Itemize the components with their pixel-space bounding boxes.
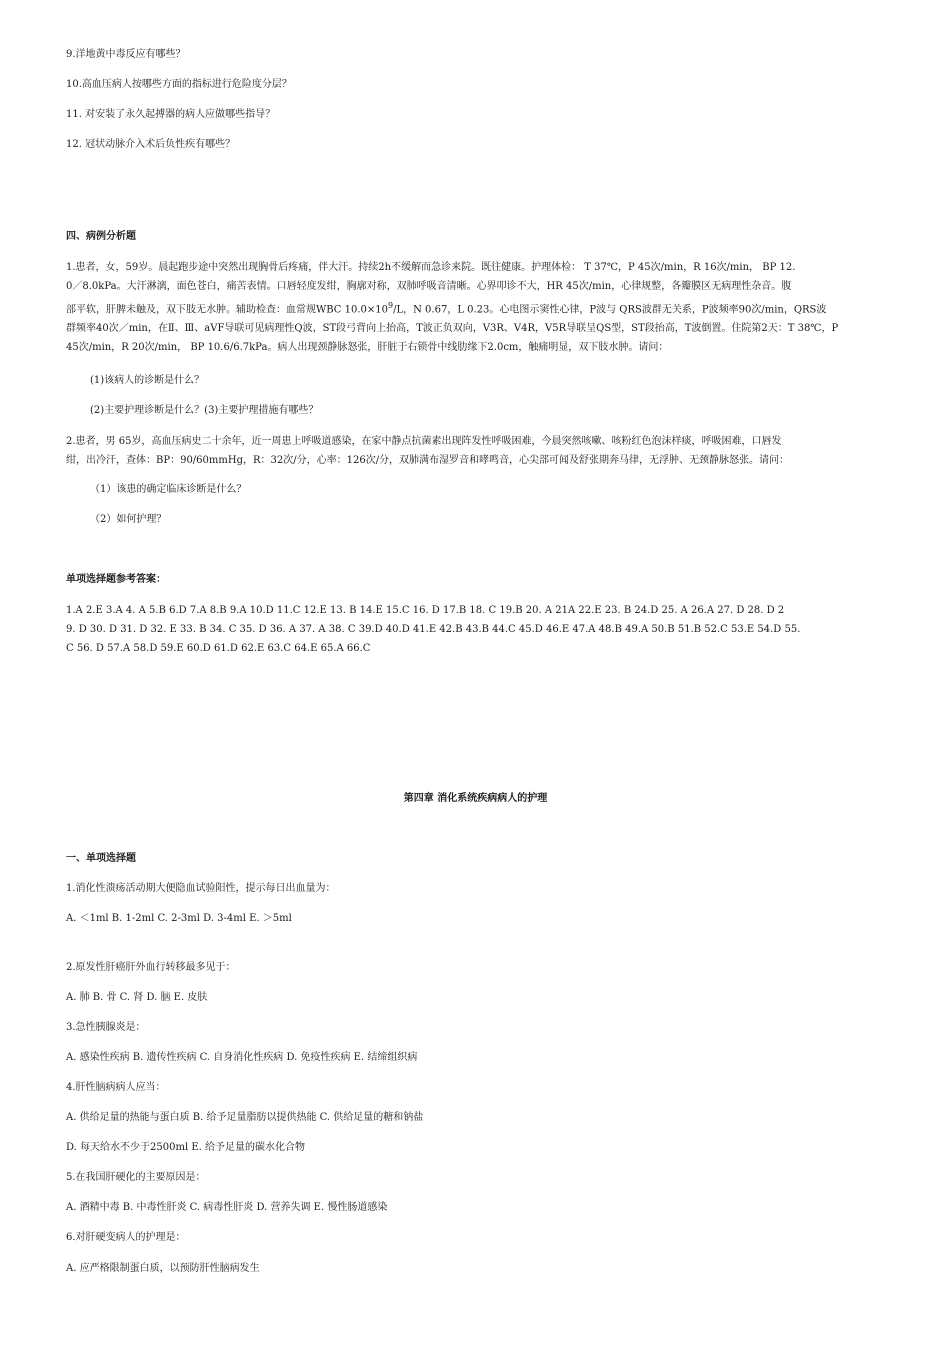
answers-line: 9. D 30. D 31. D 32. E 33. B 34. C 35. D 36. A 37. A 38. C 39.D 40.D 41.E 42.B 43.B 44.C 45.D 46.E 47.A 48.B 49.A 50.B 51.B 52.C 53.E 54.D 55. [66,624,801,635]
superscript-9: 9 [388,301,394,310]
case-1-line-part: /L，N 0.67，L 0.23。心电图示窦性心律，P波与 QRS波群无关系，P波频率90次/min，QRS波 [393,304,827,316]
mcq-options-4a: A. 供给足量的热能与蛋白质 B. 给予足量脂肪以提供热能 C. 供给足量的糖和钠盐 [66,1112,424,1123]
section-title-single-choice: 一、单项选择题 [66,853,136,864]
chapter-title: 第四章 消化系统疾病病人的护理 [403,793,548,804]
mcq-question-5: 5.在我国肝硬化的主要原因是： [66,1172,206,1183]
mcq-options-2: A. 肺 B. 骨 C. 肾 D. 脑 E. 皮肤 [66,992,208,1003]
question-10: 10.高血压病人按哪些方面的指标进行危险度分层？ [66,79,292,90]
case-1-line [66,296,884,319]
mcq-question-4: 4.肝性脑病病人应当： [66,1082,166,1093]
answers-block [66,601,884,658]
mcq-options-3: A. 感染性疾病 B. 遗传性疾病 C. 自身消化性疾病 D. 免疫性疾病 E. 结缔组织病 [66,1052,418,1063]
mcq-question-3: 3.急性胰腺炎是： [66,1022,146,1033]
case-1-question-2: (2)主要护理诊断是什么？(3)主要护理措施有哪些？ [90,405,319,416]
case-2-question-1: （1）该患的确定临床诊断是什么？ [90,484,247,495]
case-1-paragraph [66,258,884,357]
question-9: 9.洋地黄中毒反应有哪些？ [66,49,186,60]
mcq-question-6: 6.对肝硬变病人的护理是： [66,1232,186,1243]
mcq-options-4b: D. 每天给水不少于2500ml E. 给予足量的碳水化合物 [66,1142,305,1153]
case-2-line: 绀，出冷汗，查体：BP：90/60mmHg，R：32次/分，心率：126次/分，双肺满布湿罗音和哮鸣音，心尖部可闻及舒张期奔马律，无浮肿、无颈静脉怒张。请问： [66,455,790,466]
mcq-question-2: 2.原发性肝癌肝外血行转移最多见于： [66,962,236,973]
case-1-line: 1.患者，女，59岁。晨起跑步途中突然出现胸骨后疼痛，伴大汗。持续2h不缓解而急诊来院。既往健康。护理体检： T 37℃，P 45次/min，R 16次/min， BP 12. [66,262,796,273]
question-11: 11. 对安装了永久起搏器的病人应做哪些指导？ [66,109,276,120]
answers-line: C 56. D 57.A 58.D 59.E 60.D 61.D 62.E 63.C 64.E 65.A 66.C [66,643,371,654]
case-1-line: 群频率40次／min，在Ⅱ、Ⅲ、aVF导联可见病理性Q波，ST段弓背向上抬高，T波正负双向，V3R、V4R，V5R导联呈QS型，ST段抬高，T波倒置。住院第2天：T 38℃，P [66,323,839,335]
answers-title: 单项选择题参考答案： [66,574,166,585]
case-1-line-part: 部平软，肝脾未触及，双下肢无水肿。辅助检查：血常规WBC 10.0×10 [66,304,389,316]
case-2-question-2: （2）如何护理？ [90,514,167,525]
case-2-line: 2.患者，男 65岁，高血压病史二十余年，近一周患上呼吸道感染，在家中静点抗菌素出现阵发性呼吸困难，今晨突然咳嗽、咳粉红色泡沫样痰，呼吸困难，口唇发 [66,436,782,447]
answers-line: 1.A 2.E 3.A 4. A 5.B 6.D 7.A 8.B 9.A 10.D 11.C 12.E 13. B 14.E 15.C 16. D 17.B 18. C 19.B 20. A 21A 22.E 23. B 24.D 25. A 26.A 27. D 28. D 2 [66,605,785,616]
mcq-options-1: A. ＜1ml B. 1-2ml C. 2-3ml D. 3-4ml E. ＞5ml [66,913,292,924]
case-2-paragraph [66,432,884,470]
section-title-case-analysis: 四、病例分析题 [66,231,136,242]
mcq-option-6a: A. 应严格限制蛋白质，以预防肝性脑病发生 [66,1263,260,1274]
case-1-line: 45次/min，R 20次/min， BP 10.6/6.7kPa。病人出现颈静脉怒张，肝脏于右锁骨中线肋缘下2.0cm，触痛明显，双下肢水肿。请问： [66,342,669,354]
mcq-question-1: 1.消化性溃疡活动期大便隐血试验阳性，提示每日出血量为： [66,883,336,894]
question-12: 12. 冠状动脉介入术后负性疾有哪些？ [66,139,236,150]
case-1-question-1: (1)该病人的诊断是什么？ [90,375,205,386]
case-1-line: 0／8.0kPa。大汗淋漓，面色苍白，痛苦表情。口唇轻度发绀，胸廓对称，双肺呼吸音清晰。心界叩诊不大，HR 45次/min，心律规整，各瓣膜区无病理性杂音。腹 [66,281,792,292]
mcq-options-5: A. 酒精中毒 B. 中毒性肝炎 C. 病毒性肝炎 D. 营养失调 E. 慢性肠道感染 [66,1202,388,1213]
